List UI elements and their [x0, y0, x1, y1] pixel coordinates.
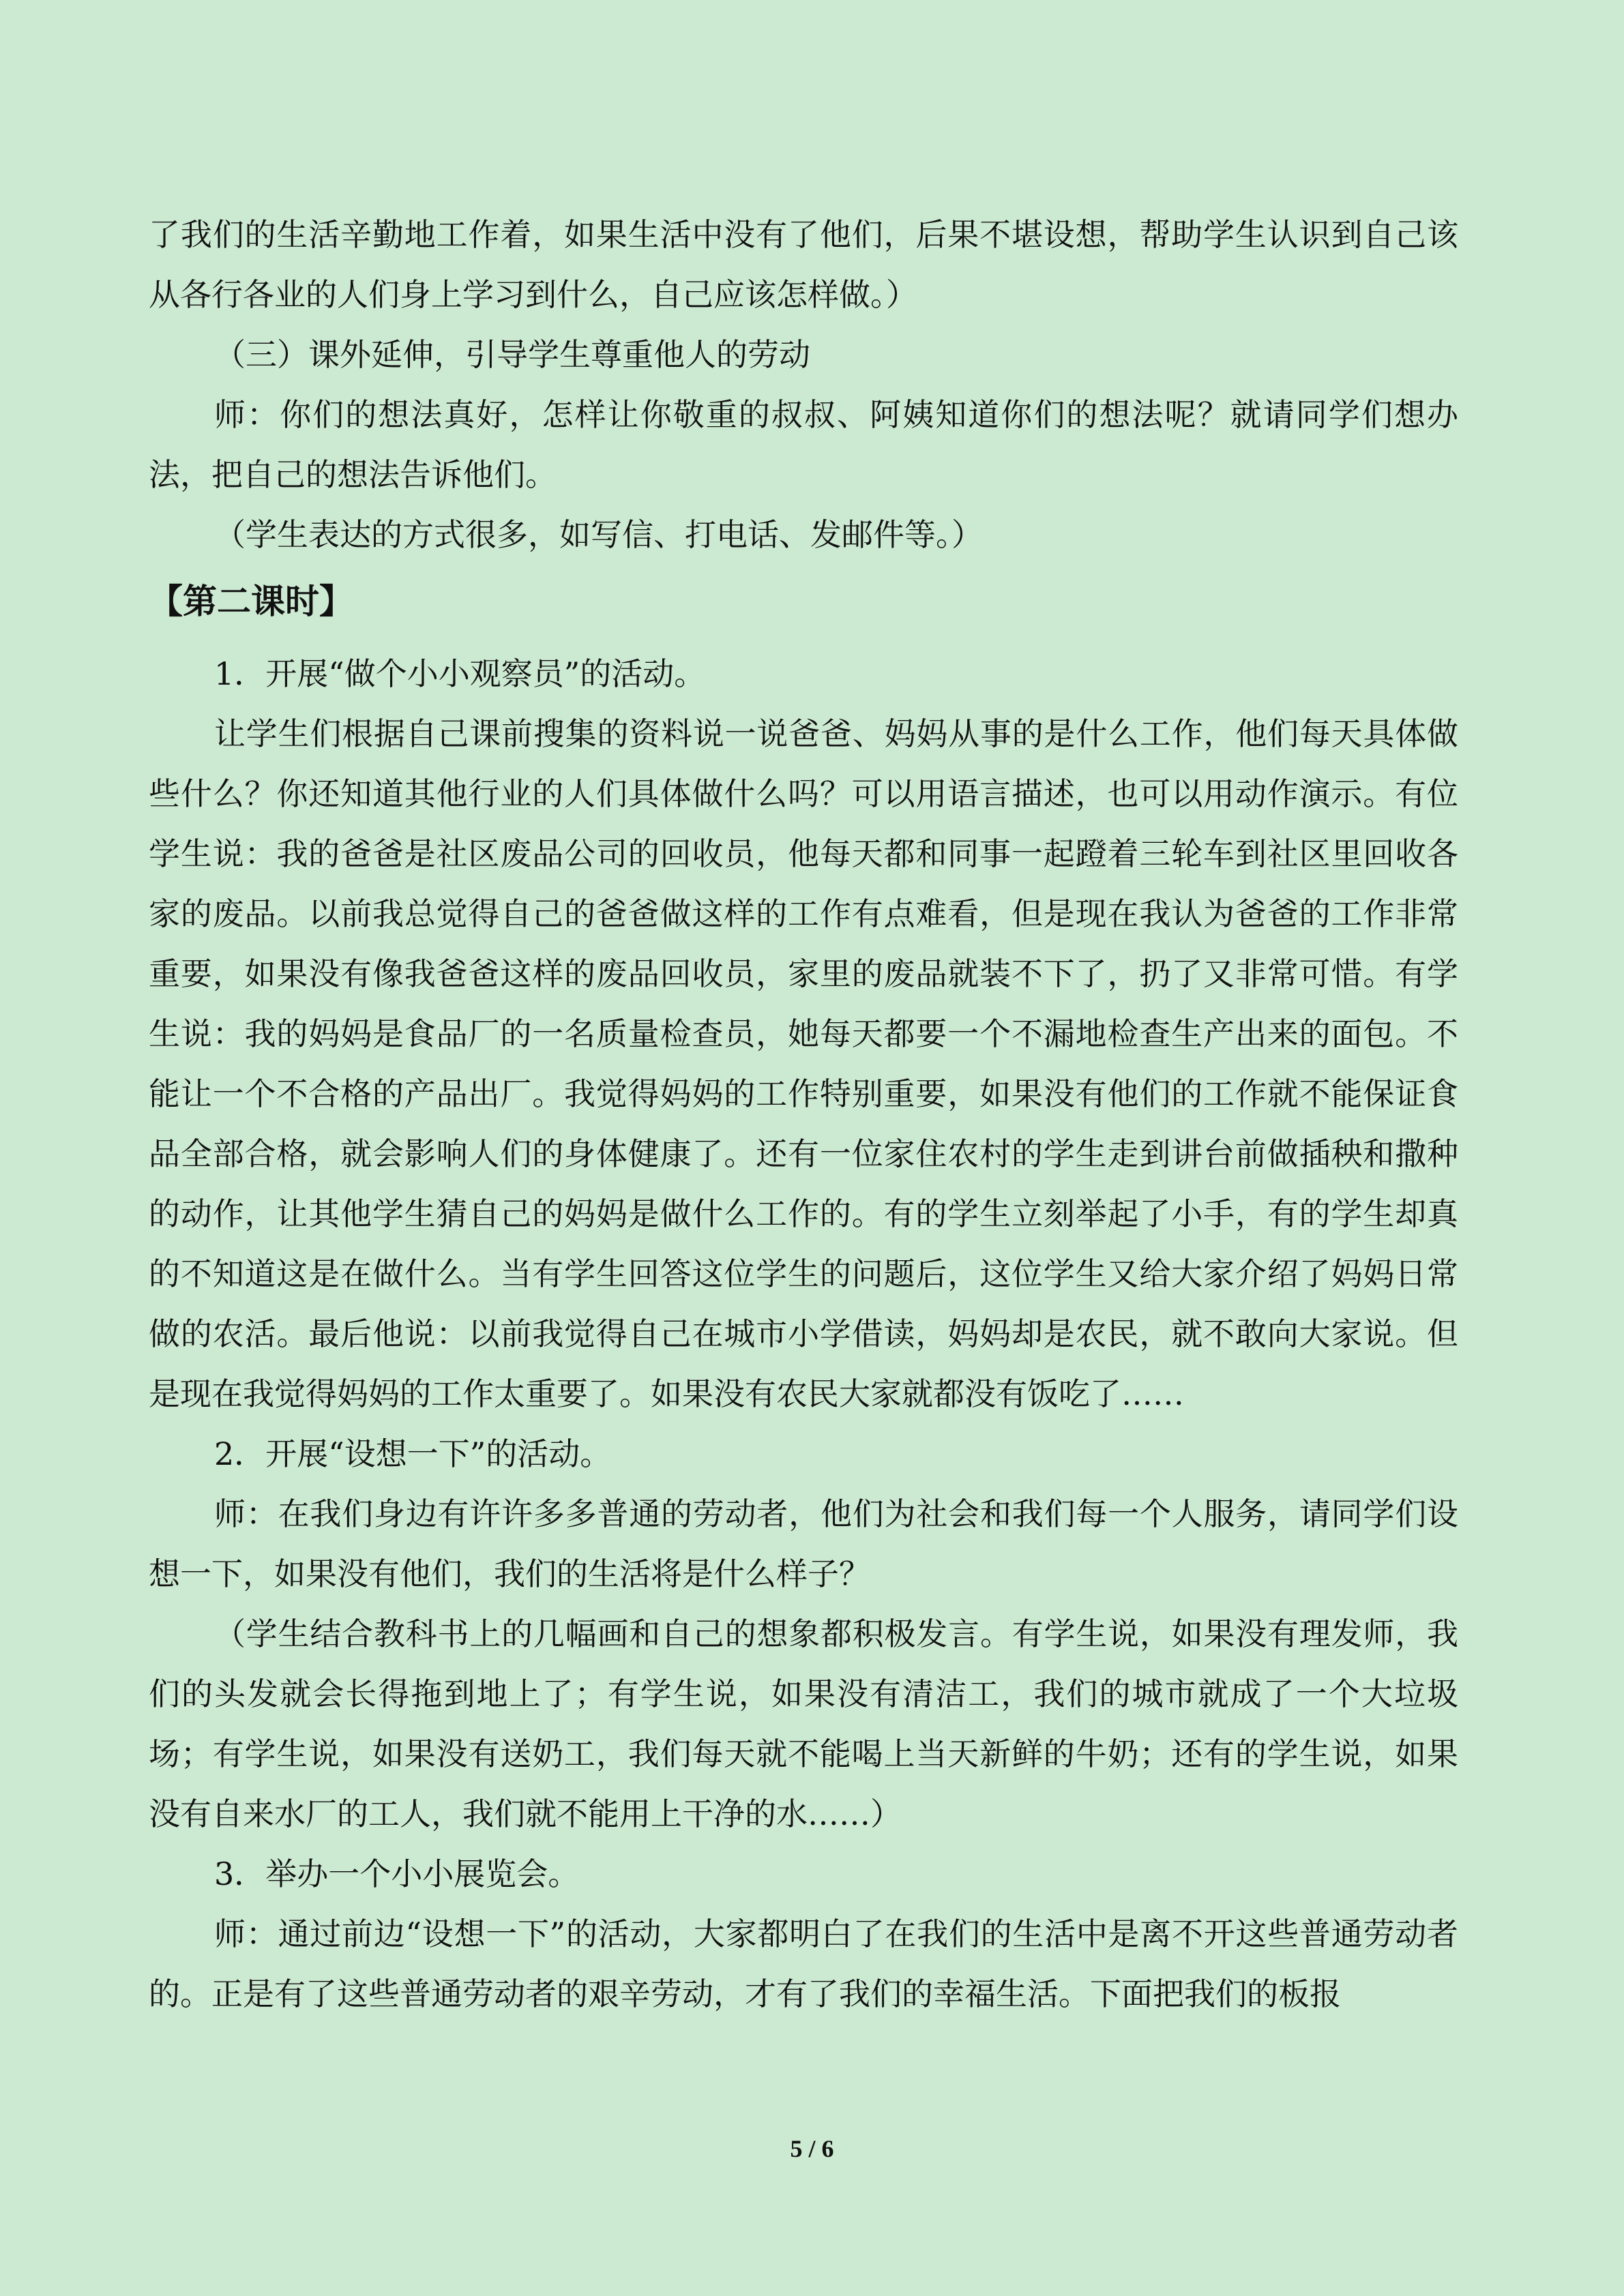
paragraph-activity-3-body: 师：通过前边“设想一下”的活动，大家都明白了在我们的生活中是离不开这些普通劳动者的。正是有了这些普通劳动者的艰辛劳动，才有了我们的幸福生活。下面把我们的板报 — [149, 1915, 1458, 2012]
section-heading: 【第二课时】 — [149, 581, 353, 621]
paragraph-subheading: （三）课外延伸，引导学生尊重他人的劳动 — [214, 336, 810, 373]
paragraph-activity-3: 3．举办一个小小展览会。 — [214, 1855, 580, 1892]
document-body — [149, 205, 1458, 2024]
paragraph-activity-1: 1．开展“做个小小观察员”的活动。 — [214, 655, 706, 692]
paragraph-activity-2-responses: （学生结合教科书上的几幅画和自己的想象都积极发言。有学生说，如果没有理发师，我们的头发就会长得拖到地上了；有学生说，如果没有清洁工，我们的城市就成了一个大垃圾场；有学生说，如果没有送奶工，我们每天就不能喝上当天新鲜的牛奶；还有的学生说，如果没有自来水厂的工人，我们就不能用上干净的水……） — [149, 1615, 1458, 1832]
paragraph-student-response: （学生表达的方式很多，如写信、打电话、发邮件等。） — [214, 516, 983, 553]
paragraph-continuation: 了我们的生活辛勤地工作着，如果生活中没有了他们，后果不堪设想，帮助学生认识到自己该从各行各业的人们身上学习到什么，自己应该怎样做。） — [149, 216, 1458, 313]
paragraph-activity-1-body: 让学生们根据自己课前搜集的资料说一说爸爸、妈妈从事的是什么工作，他们每天具体做些什么？你还知道其他行业的人们具体做什么吗？可以用语言描述，也可以用动作演示。有位学生说：我的爸爸是社区废品公司的回收员，他每天都和同事一起蹬着三轮车到社区里回收各家的废品。以前我总觉得自己的爸爸做这样的工作有点难看，但是现在我认为爸爸的工作非常重要，如果没有像我爸爸这样的废品回收员，家里的废品就装不下了，扔了又非常可惜。有学生说：我的妈妈是食品厂的一名质量检查员，她每天都要一个不漏地检查生产出来的面包。不能让一个不合格的产品出厂。我觉得妈妈的工作特别重要，如果没有他们的工作就不能保证食品全部合格，就会影响人们的身体健康了。还有一位家住农村的学生走到讲台前做插秧和撒种的动作，让其他学生猜自己的妈妈是做什么工作的。有的学生立刻举起了小手，有的学生却真的不知道这是在做什么。当有学生回答这位学生的问题后，这位学生又给大家介绍了妈妈日常做的农活。最后他说：以前我觉得自己在城市小学借读，妈妈却是农民，就不敢向大家说。但是现在我觉得妈妈的工作太重要了。如果没有农民大家就都没有饭吃了…… — [149, 715, 1458, 1412]
page-number: 5 / 6 — [790, 2135, 834, 2162]
paragraph-teacher-prompt: 师：你们的想法真好，怎样让你敬重的叔叔、阿姨知道你们的想法呢？就请同学们想办法，把自己的想法告诉他们。 — [149, 396, 1458, 493]
paragraph-activity-2: 2．开展“设想一下”的活动。 — [214, 1435, 612, 1472]
paragraph-activity-2-body: 师：在我们身边有许许多多普通的劳动者，他们为社会和我们每一个人服务，请同学们设想一下，如果没有他们，我们的生活将是什么样子？ — [149, 1495, 1458, 1592]
